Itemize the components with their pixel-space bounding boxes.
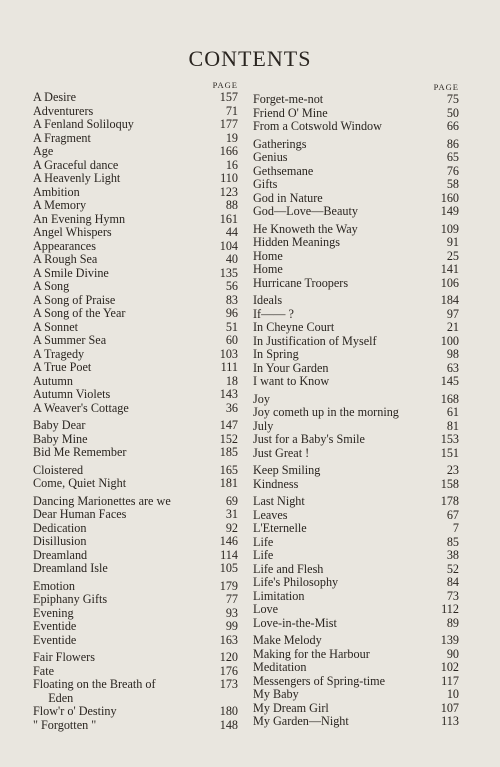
entry-page-number: 71 bbox=[225, 103, 238, 118]
entry-title: Meditation bbox=[253, 660, 307, 674]
entry-page-number: 109 bbox=[440, 221, 459, 236]
entry-page-number: 152 bbox=[219, 431, 238, 446]
contents-letter-group bbox=[33, 91, 238, 415]
entry-page-number: 38 bbox=[446, 548, 459, 562]
contents-entry bbox=[253, 335, 459, 349]
contents-entry bbox=[33, 562, 238, 576]
entry-page-number: 147 bbox=[219, 418, 238, 432]
contents-letter-group bbox=[253, 93, 459, 134]
entry-title: In Cheyne Court bbox=[253, 320, 335, 334]
entry-title: Dreamland bbox=[33, 547, 88, 562]
contents-entry bbox=[253, 223, 459, 237]
entry-title: Life and Flesh bbox=[253, 561, 324, 576]
contents-letter-group bbox=[253, 294, 459, 389]
entry-title: Disillusion bbox=[33, 534, 87, 548]
entry-title: A Sonnet bbox=[33, 319, 79, 334]
entry-title: A Graceful dance bbox=[33, 157, 119, 172]
contents-column-right bbox=[253, 80, 459, 733]
entry-page-number: 75 bbox=[446, 92, 459, 106]
entry-page-number: 19 bbox=[225, 130, 238, 145]
contents-entry bbox=[33, 495, 238, 509]
entry-title: Love-in-the-Mist bbox=[253, 615, 337, 630]
contents-entry bbox=[253, 590, 459, 604]
contents-entry bbox=[33, 159, 238, 173]
entry-page-number: 163 bbox=[219, 632, 238, 647]
contents-letter-group bbox=[253, 634, 459, 729]
contents-entry bbox=[253, 702, 459, 716]
contents-letter-group bbox=[33, 580, 238, 648]
entry-title: My Dream Girl bbox=[253, 700, 329, 715]
contents-entry bbox=[33, 253, 238, 267]
entry-page-number: 85 bbox=[446, 534, 459, 549]
entry-title: A Memory bbox=[33, 198, 87, 212]
entry-title: A Song of Praise bbox=[33, 292, 116, 307]
contents-entry bbox=[33, 388, 238, 402]
contents-entry bbox=[33, 132, 238, 146]
entry-page-number: 100 bbox=[440, 333, 459, 348]
entry-title: Home bbox=[253, 248, 283, 263]
entry-page-number: 123 bbox=[219, 184, 238, 199]
entry-title: Eventide bbox=[33, 632, 77, 647]
entry-title: Fate bbox=[33, 663, 54, 678]
entry-title: Baby Dear bbox=[33, 418, 86, 432]
entry-page-number: 166 bbox=[219, 144, 238, 158]
entry-page-number: 102 bbox=[440, 660, 459, 674]
contents-entry bbox=[33, 446, 238, 460]
entry-title: Dedication bbox=[33, 520, 87, 535]
contents-letter-group bbox=[33, 651, 238, 732]
contents-entry bbox=[253, 420, 459, 434]
entry-page-number: 111 bbox=[220, 360, 238, 374]
entry-page-number: 16 bbox=[225, 157, 238, 172]
contents-entry bbox=[33, 580, 238, 594]
entry-page-number: 84 bbox=[446, 575, 459, 589]
page-title: CONTENTS bbox=[188, 46, 312, 71]
entry-page-number: 165 bbox=[219, 462, 238, 477]
entry-page-number: 104 bbox=[219, 238, 238, 253]
entry-page-number: 93 bbox=[225, 605, 238, 620]
entry-title: L'Eternelle bbox=[253, 521, 307, 535]
entry-title: In Justification of Myself bbox=[253, 333, 377, 348]
contents-entry bbox=[33, 719, 238, 733]
contents-letter-group bbox=[33, 464, 238, 491]
contents-entry bbox=[253, 308, 459, 322]
entry-page-number: 88 bbox=[225, 198, 238, 212]
entry-title: Genius bbox=[253, 150, 288, 164]
entry-title: In Spring bbox=[253, 347, 299, 361]
entry-title: Floating on the Breath of Eden bbox=[33, 677, 156, 705]
contents-entry bbox=[33, 226, 238, 240]
contents-entry bbox=[33, 145, 238, 159]
entry-page-number: 145 bbox=[440, 374, 459, 388]
entry-page-number: 18 bbox=[225, 373, 238, 388]
entry-title: Autumn bbox=[33, 373, 73, 388]
entry-page-number: 7 bbox=[452, 521, 459, 535]
contents-entry bbox=[33, 678, 238, 705]
contents-letter-group bbox=[33, 495, 238, 576]
contents-letter-group bbox=[253, 138, 459, 219]
entry-title: A Fenland Soliloquy bbox=[33, 117, 134, 131]
entry-page-number: 110 bbox=[220, 171, 238, 185]
entry-title: Baby Mine bbox=[33, 431, 88, 446]
contents-entry bbox=[33, 593, 238, 607]
entry-title: Ambition bbox=[33, 184, 80, 199]
entry-title: An Evening Hymn bbox=[33, 211, 126, 226]
entry-title: In Your Garden bbox=[253, 360, 329, 375]
entry-title: Fair Flowers bbox=[33, 650, 95, 664]
contents-entry bbox=[33, 375, 238, 389]
contents-entry bbox=[33, 172, 238, 186]
contents-entry bbox=[253, 549, 459, 563]
contents-entry bbox=[253, 478, 459, 492]
contents-entry bbox=[253, 107, 459, 121]
entry-page-number: 180 bbox=[219, 704, 238, 718]
contents-entry bbox=[253, 165, 459, 179]
contents-entry bbox=[33, 620, 238, 634]
entry-title: Eventide bbox=[33, 619, 77, 633]
entry-page-number: 40 bbox=[225, 252, 238, 266]
entry-page-number: 113 bbox=[441, 714, 459, 728]
entry-title: God in Nature bbox=[253, 190, 323, 205]
contents-entry bbox=[33, 651, 238, 665]
entry-page-number: 184 bbox=[440, 293, 459, 307]
entry-page-number: 89 bbox=[446, 615, 459, 630]
contents-letter-group bbox=[253, 223, 459, 291]
contents-entry bbox=[253, 603, 459, 617]
entry-title: Keep Smiling bbox=[253, 463, 321, 477]
contents-entry bbox=[33, 294, 238, 308]
contents-entry bbox=[253, 648, 459, 662]
entry-page-number: 141 bbox=[440, 262, 459, 276]
entry-page-number: 76 bbox=[446, 163, 459, 178]
entry-title: Hidden Meanings bbox=[253, 235, 340, 249]
entry-page-number: 117 bbox=[441, 673, 459, 688]
entry-page-number: 185 bbox=[219, 445, 238, 459]
entry-title: A Heavenly Light bbox=[33, 171, 121, 185]
entry-page-number: 120 bbox=[219, 650, 238, 664]
contents-entry bbox=[253, 178, 459, 192]
contents-entry bbox=[253, 250, 459, 264]
entry-page-number: 77 bbox=[225, 592, 238, 606]
entry-page-number: 96 bbox=[225, 306, 238, 320]
entry-title: Angel Whispers bbox=[33, 225, 112, 239]
contents-entry bbox=[253, 522, 459, 536]
entry-title: A Song bbox=[33, 279, 70, 293]
contents-entry bbox=[33, 607, 238, 621]
entry-page-number: 73 bbox=[446, 588, 459, 603]
contents-entry bbox=[253, 495, 459, 509]
contents-letter-group bbox=[33, 419, 238, 460]
entry-page-number: 66 bbox=[446, 119, 459, 133]
contents-entry bbox=[253, 617, 459, 631]
entry-page-number: 135 bbox=[219, 265, 238, 280]
entry-title: Kindness bbox=[253, 476, 299, 491]
entry-title: Home bbox=[253, 262, 283, 276]
entry-title: Friend O' Mine bbox=[253, 105, 328, 120]
contents-entry bbox=[253, 406, 459, 420]
entry-page-number: 69 bbox=[225, 493, 238, 508]
contents-entry bbox=[253, 393, 459, 407]
entry-page-number: 60 bbox=[225, 333, 238, 347]
entry-page-number: 99 bbox=[225, 619, 238, 633]
entry-page-number: 58 bbox=[446, 177, 459, 191]
entry-title: God—Love—Beauty bbox=[253, 204, 358, 218]
contents-entry bbox=[253, 277, 459, 291]
contents-entry bbox=[253, 563, 459, 577]
entry-page-number: 61 bbox=[446, 405, 459, 419]
entry-page-number: 103 bbox=[219, 346, 238, 361]
contents-entry bbox=[33, 307, 238, 321]
entry-page-number: 149 bbox=[440, 204, 459, 218]
entry-page-number: 158 bbox=[440, 476, 459, 491]
entry-title: Love bbox=[253, 602, 279, 616]
entry-page-number: 98 bbox=[446, 347, 459, 361]
contents-entry bbox=[253, 447, 459, 461]
contents-entry bbox=[253, 433, 459, 447]
entry-title: Leaves bbox=[253, 507, 288, 522]
entry-title: Joy bbox=[253, 391, 270, 406]
entry-page-number: 21 bbox=[446, 320, 459, 334]
contents-entry bbox=[33, 280, 238, 294]
entry-page-number: 181 bbox=[219, 476, 238, 490]
entry-page-number: 176 bbox=[219, 663, 238, 678]
entry-title: From a Cotswold Window bbox=[253, 119, 382, 133]
entry-page-number: 106 bbox=[440, 275, 459, 290]
entry-title: A True Poet bbox=[33, 360, 92, 374]
contents-entry bbox=[33, 334, 238, 348]
entry-page-number: 153 bbox=[440, 432, 459, 446]
contents-entry bbox=[253, 375, 459, 389]
entry-page-number: 157 bbox=[219, 90, 238, 104]
contents-entry bbox=[253, 138, 459, 152]
contents-entry bbox=[253, 294, 459, 308]
entry-title: Last Night bbox=[253, 494, 305, 508]
entry-title: Messengers of Spring-time bbox=[253, 673, 386, 688]
entry-title: Adventurers bbox=[33, 103, 94, 118]
entry-title: Bid Me Remember bbox=[33, 445, 127, 459]
entry-page-number: 107 bbox=[440, 700, 459, 715]
entry-page-number: 36 bbox=[225, 400, 238, 415]
contents-entry bbox=[33, 267, 238, 281]
contents-entry bbox=[253, 236, 459, 250]
entry-title: A Fragment bbox=[33, 130, 91, 145]
entry-title: Just Great ! bbox=[253, 445, 310, 460]
entry-title: He Knoweth the Way bbox=[253, 221, 358, 236]
entry-page-number: 65 bbox=[446, 150, 459, 164]
contents-entry bbox=[33, 705, 238, 719]
entry-title: Dear Human Faces bbox=[33, 507, 127, 521]
entry-page-number: 146 bbox=[219, 534, 238, 548]
entry-title: Forget-me-not bbox=[253, 92, 324, 106]
entry-title: Making for the Harbour bbox=[253, 646, 370, 661]
contents-letter-group bbox=[253, 464, 459, 491]
contents-entry bbox=[253, 120, 459, 134]
entry-title: Dancing Marionettes are we bbox=[33, 493, 171, 508]
contents-entry bbox=[33, 321, 238, 335]
entry-page-number: 50 bbox=[446, 105, 459, 120]
contents-entry bbox=[253, 263, 459, 277]
entry-title: A Weaver's Cottage bbox=[33, 400, 129, 415]
contents-entry bbox=[253, 634, 459, 648]
page-column-header: PAGE bbox=[212, 80, 238, 90]
entry-page-number: 67 bbox=[446, 507, 459, 522]
contents-entry bbox=[33, 508, 238, 522]
entry-page-number: 44 bbox=[225, 225, 238, 239]
entry-title: Life bbox=[253, 548, 274, 562]
entry-page-number: 161 bbox=[219, 211, 238, 226]
contents-entry bbox=[253, 205, 459, 219]
contents-entry bbox=[253, 536, 459, 550]
entry-title: If—— ? bbox=[253, 306, 294, 321]
contents-entry bbox=[253, 362, 459, 376]
contents-entry bbox=[33, 105, 238, 119]
contents-entry bbox=[253, 93, 459, 107]
entry-title: Cloistered bbox=[33, 462, 84, 477]
contents-entry bbox=[33, 433, 238, 447]
entry-page-number: 151 bbox=[440, 445, 459, 460]
entry-title: Ideals bbox=[253, 293, 283, 307]
contents-letter-group bbox=[253, 495, 459, 630]
entry-title: Life bbox=[253, 534, 274, 549]
contents-entry bbox=[33, 535, 238, 549]
contents-entry bbox=[33, 348, 238, 362]
entry-title: Autumn Violets bbox=[33, 387, 111, 401]
entry-page-number: 97 bbox=[446, 306, 459, 321]
contents-entry bbox=[253, 321, 459, 335]
contents-entry bbox=[33, 634, 238, 648]
entry-title: Come, Quiet Night bbox=[33, 476, 127, 490]
entry-title: Make Melody bbox=[253, 633, 322, 647]
entry-page-number: 63 bbox=[446, 360, 459, 375]
entry-page-number: 177 bbox=[219, 117, 238, 131]
contents-entry bbox=[33, 213, 238, 227]
entry-title: My Garden—Night bbox=[253, 714, 349, 728]
contents-entry bbox=[253, 688, 459, 702]
contents-entry bbox=[33, 91, 238, 105]
entry-page-number: 10 bbox=[446, 687, 459, 701]
entry-page-number: 148 bbox=[219, 717, 238, 732]
entry-title: My Baby bbox=[253, 687, 299, 701]
contents-entry bbox=[33, 199, 238, 213]
contents-entry bbox=[253, 661, 459, 675]
entry-page-number: 173 bbox=[219, 677, 238, 691]
entry-page-number: 25 bbox=[446, 248, 459, 263]
entry-page-number: 139 bbox=[440, 633, 459, 647]
contents-entry bbox=[33, 186, 238, 200]
entry-title: July bbox=[253, 418, 274, 433]
entry-title: Epiphany Gifts bbox=[33, 592, 108, 606]
page-column-header: PAGE bbox=[433, 82, 459, 92]
contents-entry bbox=[253, 151, 459, 165]
entry-title: Just for a Baby's Smile bbox=[253, 432, 365, 446]
entry-page-number: 112 bbox=[441, 602, 459, 616]
entry-title: Appearances bbox=[33, 238, 96, 253]
entry-title: Emotion bbox=[33, 578, 75, 593]
contents-entry bbox=[253, 348, 459, 362]
contents-entry bbox=[33, 361, 238, 375]
entry-title: Age bbox=[33, 144, 54, 158]
contents-entry bbox=[33, 549, 238, 563]
entry-title: A Desire bbox=[33, 90, 76, 104]
contents-entry bbox=[253, 715, 459, 729]
entry-title: Dreamland Isle bbox=[33, 561, 108, 575]
entry-page-number: 92 bbox=[225, 520, 238, 535]
entry-page-number: 143 bbox=[219, 387, 238, 401]
contents-column-left bbox=[33, 80, 238, 736]
entry-page-number: 105 bbox=[219, 561, 238, 575]
contents-entry bbox=[33, 477, 238, 491]
contents-entry bbox=[33, 419, 238, 433]
entry-title: Gethsemane bbox=[253, 163, 314, 178]
contents-entry bbox=[33, 402, 238, 416]
entry-title: A Summer Sea bbox=[33, 333, 107, 347]
contents-entry bbox=[253, 192, 459, 206]
entry-page-number: 114 bbox=[220, 547, 238, 562]
entry-page-number: 168 bbox=[440, 391, 459, 406]
contents-entry bbox=[33, 665, 238, 679]
contents-entry bbox=[33, 464, 238, 478]
contents-entry bbox=[253, 675, 459, 689]
contents-entry bbox=[33, 522, 238, 536]
contents-letter-group bbox=[253, 393, 459, 461]
entry-page-number: 86 bbox=[446, 136, 459, 151]
entry-title: A Rough Sea bbox=[33, 252, 98, 266]
entry-page-number: 31 bbox=[225, 507, 238, 521]
contents-entry bbox=[33, 118, 238, 132]
contents-entry bbox=[253, 464, 459, 478]
entry-title: A Song of the Year bbox=[33, 306, 126, 320]
entry-page-number: 179 bbox=[219, 578, 238, 593]
entry-title: Gifts bbox=[253, 177, 278, 191]
entry-title: Life's Philosophy bbox=[253, 575, 339, 589]
entry-title: Gatherings bbox=[253, 136, 307, 151]
contents-entry bbox=[253, 509, 459, 523]
entry-page-number: 160 bbox=[440, 190, 459, 205]
entry-page-number: 56 bbox=[225, 279, 238, 293]
entry-title: Hurricane Troopers bbox=[253, 275, 349, 290]
entry-page-number: 90 bbox=[446, 646, 459, 661]
entry-page-number: 81 bbox=[446, 418, 459, 433]
entry-page-number: 23 bbox=[446, 463, 459, 477]
contents-entry bbox=[33, 240, 238, 254]
entry-title: Evening bbox=[33, 605, 74, 620]
entry-title: Limitation bbox=[253, 588, 305, 603]
entry-title: " Forgotten " bbox=[33, 717, 97, 732]
entry-page-number: 91 bbox=[446, 235, 459, 249]
entry-title: Flow'r o' Destiny bbox=[33, 704, 117, 718]
contents-entry bbox=[253, 576, 459, 590]
entry-title: I want to Know bbox=[253, 374, 330, 388]
entry-title: Joy cometh up in the morning bbox=[253, 405, 399, 419]
entry-page-number: 51 bbox=[225, 319, 238, 334]
entry-page-number: 52 bbox=[446, 561, 459, 576]
entry-title: A Smile Divine bbox=[33, 265, 109, 280]
entry-title: A Tragedy bbox=[33, 346, 85, 361]
entry-page-number: 83 bbox=[225, 292, 238, 307]
entry-page-number: 178 bbox=[440, 494, 459, 508]
